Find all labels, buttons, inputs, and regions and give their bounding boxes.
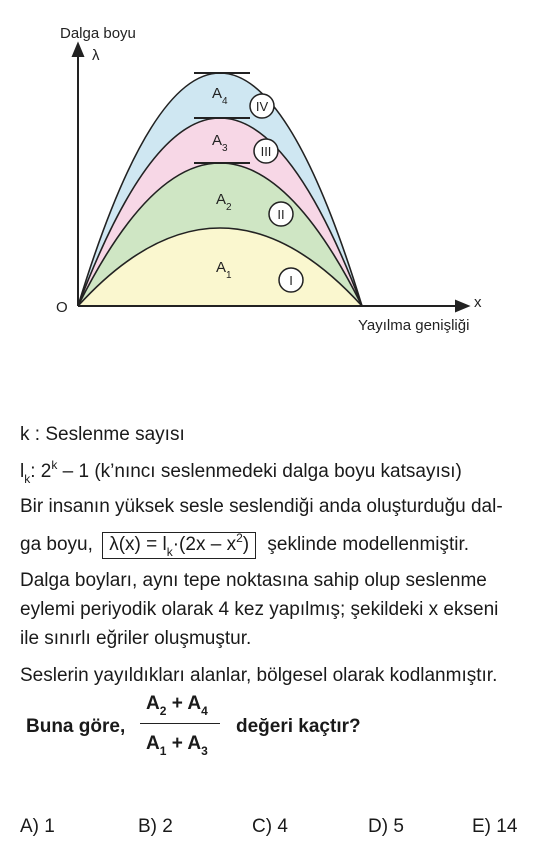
option-c[interactable]: C) 4 bbox=[252, 816, 288, 837]
text-line-5: Dalga boyları, aynı tepe noktasına sahip olup seslenme bbox=[20, 570, 487, 591]
option-b[interactable]: B) 2 bbox=[138, 816, 173, 837]
question-suffix: değeri kaçtır? bbox=[236, 716, 361, 737]
x-axis-symbol: x bbox=[474, 294, 482, 311]
roman-label-4: IV bbox=[255, 99, 269, 114]
figure bbox=[0, 0, 549, 345]
text-line-8: Seslerin yayıldıkları alanlar, bölgesel olarak kodlanmıştır. bbox=[20, 665, 498, 686]
region-label-3: $A_3$ bbox=[212, 132, 228, 154]
region-label-2: $A_2$ bbox=[216, 191, 232, 213]
y-axis-arrow bbox=[73, 44, 83, 56]
text-line-7: ile sınırlı eğriler oluşmuştur. bbox=[20, 628, 252, 649]
text-line-6: eylemi periyodik olarak 4 kez yapılmış; şekildeki x ekseni bbox=[20, 599, 499, 620]
text-line-2: $l_k$: 2$^k$ – 1 (k’nıncı seslenmedeki dalga boyu katsayısı) bbox=[20, 458, 462, 486]
roman-label-2: II bbox=[277, 207, 285, 222]
text-line-4: ga boyu, $\lambda(x) = l_k\cdot(2x - x^2)$ şeklinde modellenmiştir. bbox=[20, 531, 470, 559]
fraction-bar bbox=[140, 723, 220, 724]
fraction-numerator: $A_2 + A_4$ bbox=[146, 693, 208, 718]
x-axis-title: Yayılma genişliği bbox=[358, 317, 470, 334]
text-line-3: Bir insanın yüksek sesle seslendiği anda oluşturduğu dal- bbox=[20, 496, 503, 517]
text-line-1: k : Seslenme sayısı bbox=[20, 424, 185, 445]
figure-svg bbox=[0, 0, 549, 345]
roman-label-3: III bbox=[260, 144, 272, 159]
roman-label-1: I bbox=[289, 273, 293, 288]
x-axis-arrow bbox=[456, 301, 468, 311]
formula-box: $\lambda(x) = l_k\cdot(2x - x^2)$ bbox=[102, 532, 256, 559]
option-a[interactable]: A) 1 bbox=[20, 816, 55, 837]
y-axis-title: Dalga boyu bbox=[60, 25, 136, 42]
region-label-4: $A_4$ bbox=[212, 85, 228, 107]
fraction-denominator: $A_1 + A_3$ bbox=[146, 733, 208, 758]
option-e[interactable]: E) 14 bbox=[472, 816, 518, 837]
region-label-1: $A_1$ bbox=[216, 259, 232, 281]
question-prefix: Buna göre, bbox=[26, 716, 126, 737]
option-d[interactable]: D) 5 bbox=[368, 816, 404, 837]
y-axis-symbol: λ bbox=[92, 47, 100, 64]
question-fraction bbox=[140, 693, 224, 765]
origin-label: O bbox=[56, 299, 68, 316]
